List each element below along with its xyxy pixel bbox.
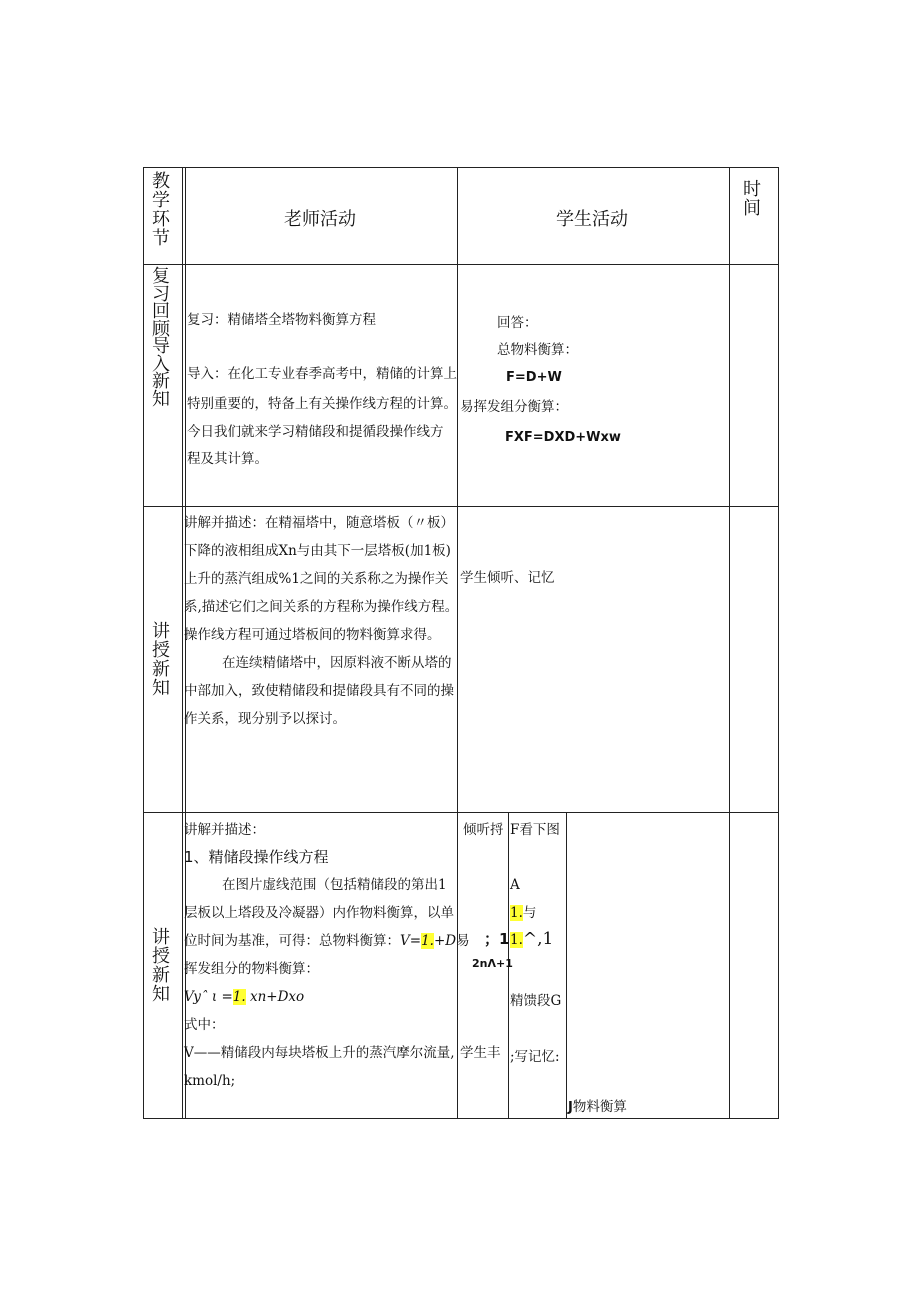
row2-line5: 操作线方程可通过塔板间的物料衡算求得。 <box>184 627 441 643</box>
row1-stage-label: 复 习 回 顾 导 入 新 知 <box>152 266 170 410</box>
row2-line3: 上升的蒸汽组成%1之间的关系称之为操作关 <box>184 571 449 587</box>
header-time-label: 时 间 <box>743 179 761 219</box>
row3-def-v: V——精储段内每块塔板上升的蒸汽摩尔流量, <box>184 1045 455 1061</box>
header-teacher-activity: 老师活动 <box>284 209 356 230</box>
row2-line7: 中部加入，致使精储段和提储段具有不同的操 <box>184 683 454 699</box>
row1-review: 复习：精储塔全塔物料衡算方程 <box>187 312 376 328</box>
row3-line2: 层板以上塔段及冷凝器）内作物料衡算，以单 <box>184 905 454 921</box>
row3-stu-c-bottom: J物料衡算 <box>568 1099 627 1115</box>
row3-total-balance: 位时间为基准，可得：总物料衡算：V=1.+D易 <box>184 933 470 949</box>
row2-line6: 在连续精储塔中，因原料液不断从塔的 <box>222 655 452 671</box>
row3-stu-a-bottom: 学生丰 <box>460 1045 501 1061</box>
row3-unit: kmol/h; <box>184 1073 236 1089</box>
row2-line4: 系,描述它们之间关系的方程称为操作线方程。 <box>184 599 459 615</box>
row3-volatile-line: 挥发组分的物料衡算： <box>184 961 319 977</box>
row2-line8: 作关系，现分别予以探讨。 <box>184 711 346 727</box>
highlight-mark: 1. <box>232 989 246 1005</box>
row3-stu-b-jing: 精馈段G <box>510 993 562 1009</box>
row1-intro-line2: 特别重要的，特备上有关操作线方程的计算。 <box>187 396 457 412</box>
row1-total-balance-label: 总物料衡算： <box>497 342 578 358</box>
row3-heading: 1、精储段操作线方程 <box>184 848 329 866</box>
row1-answer: 回答： <box>497 315 538 331</box>
row3-stu-a-mid2: 2nΛ+1 <box>472 957 513 970</box>
header-student-activity: 学生活动 <box>556 209 628 230</box>
row3-stu-b-yu: 1.与 <box>510 905 537 921</box>
row1-volatile-balance-eq: FXF=DXD+Wxw <box>505 430 621 445</box>
row2-line1: 讲解并描述：在精福塔中，随意塔板（〃板） <box>184 515 454 531</box>
row3-stage-label: 讲 授 新 知 <box>152 927 170 1005</box>
row1-intro-line4: 程及其计算。 <box>187 451 268 467</box>
row3-formula-label: 式中： <box>184 1017 225 1033</box>
row3-line1: 在图片虚线范围（包括精储段的第出1 <box>222 877 447 893</box>
header-stage-label: 教 学 环 节 <box>152 171 170 249</box>
row3-stu-b-a: A <box>510 877 520 893</box>
row3-stu-a-mid: ；1 <box>484 930 510 948</box>
row3-stu-b-caret: 1.^,1 <box>510 929 554 949</box>
row1-volatile-balance-label: 易挥发组分衡算： <box>460 399 568 415</box>
row3-stu-a-top: 倾听捋 <box>463 822 504 838</box>
highlight-mark: 1. <box>510 932 523 948</box>
row3-stu-b-top: F看下图 <box>510 822 560 838</box>
row3-stu-b-write: ;写记忆: <box>510 1049 560 1065</box>
row1-intro-line1: 导入：在化工专业春季高考中，精储的计算上 <box>187 366 457 382</box>
row3-intro: 讲解并描述： <box>184 822 265 838</box>
highlight-mark: 1. <box>510 905 523 921</box>
row3-eq2: Vyˆ ι =1. xn+Dxo <box>184 989 305 1005</box>
row1-intro-line3: 今日我们就来学习精储段和提循段操作线方 <box>187 424 444 440</box>
highlight-mark: 1. <box>421 933 434 949</box>
row2-line2: 下降的液相组成Xn与由其下一层塔板(加1板) <box>184 543 451 559</box>
row2-student: 学生倾听、记忆 <box>460 570 555 586</box>
row2-stage-label: 讲 授 新 知 <box>152 621 170 699</box>
row1-total-balance-eq: F=D+W <box>506 370 562 385</box>
